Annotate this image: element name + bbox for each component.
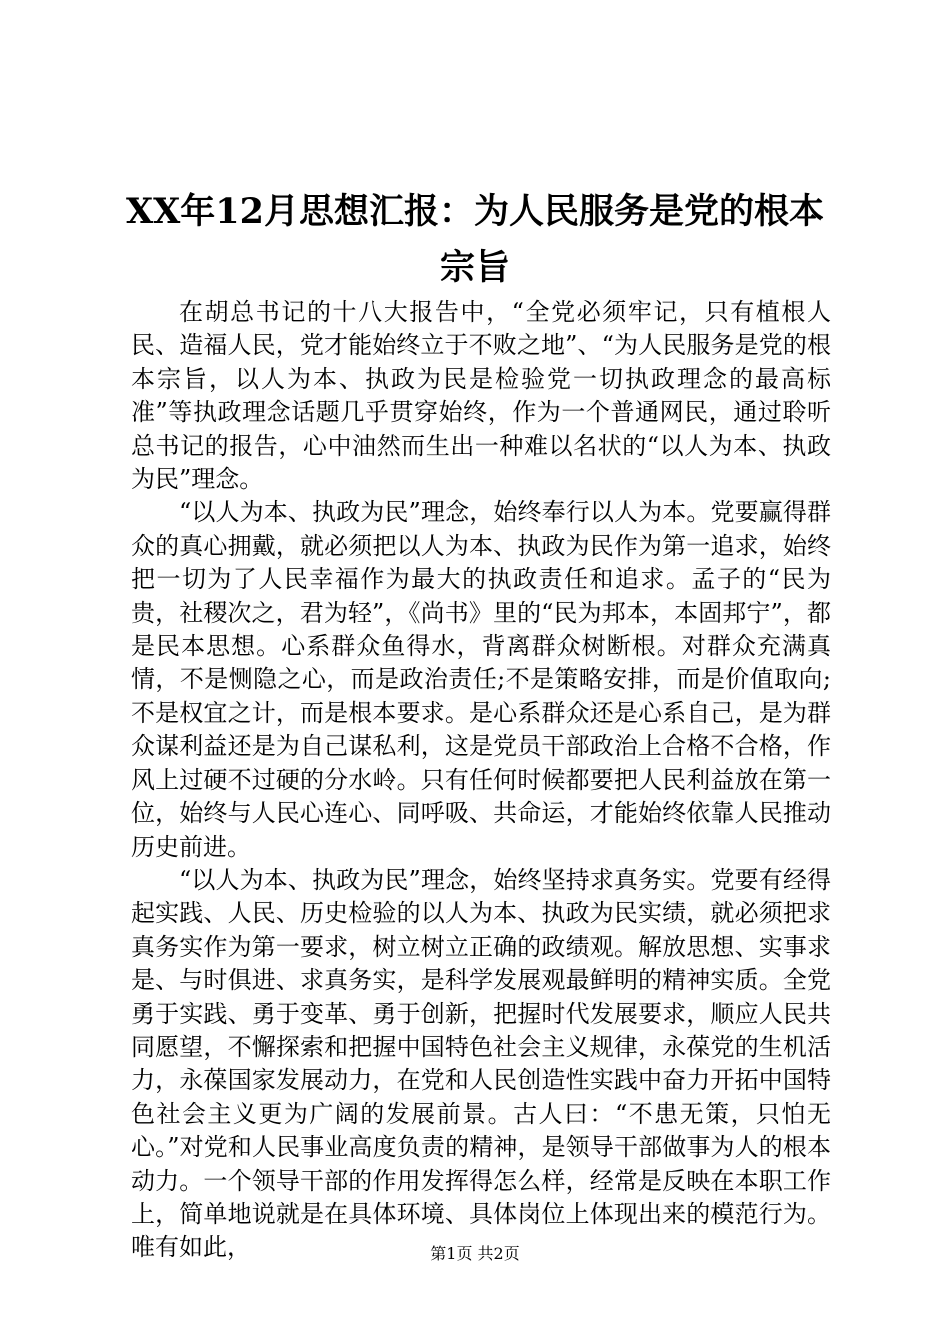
paragraph-1: 在胡总书记的十八大报告中，“全党必须牢记，只有植根人民、造福人民，党才能始终立于不败之地”、“为人民服务是党的根本宗旨，以人为本、执政为民是检验党一切执政理念的最高标准”等执政理念话题几乎贯穿始终，作为一个普通网民，通过聆听总书记的报告，心中油然而生出一种难以名状的“以人为本、执政为民”理念。	[131, 298, 831, 494]
paragraph-2: “以人为本、执政为民”理念，始终奉行以人为本。党要赢得群众的真心拥戴，就必须把以人为本、执政为民作为第一追求，始终把一切为了人民幸福作为最大的执政责任和追求。孟子的“民为贵，社稷次之，君为轻”，《尚书》里的“民为邦本，本固邦宁”，都是民本思想。心系群众鱼得水，背离群众树断根。对群众充满真情，不是恻隐之心，而是政治责任;不是策略安排，而是价值取向;不是权宜之计，而是根本要求。是心系群众还是心系自己，是为群众谋利益还是为自己谋私利，这是党员干部政治上合格不合格，作风上过硬不过硬的分水岭。只有任何时候都要把人民利益放在第一位，始终与人民心连心、同呼吸、共命运，才能始终依靠人民推动历史前进。	[131, 498, 831, 861]
paragraph-3: “以人为本、执政为民”理念，始终坚持求真务实。党要有经得起实践、人民、历史检验的以人为本、执政为民实绩，就必须把求真务实作为第一要求，树立树立正确的政绩观。解放思想、实事求是、与时俱进、求真务实，是科学发展观最鲜明的精神实质。全党勇于实践、勇于变革、勇于创新，把握时代发展要求，顺应人民共同愿望，不懈探索和把握中国特色社会主义规律，永葆党的生机活力，永葆国家发展动力，在党和人民创造性实践中奋力开拓中国特色社会主义更为广阔的发展前景。古人曰：“不患无策，只怕无心。”对党和人民事业高度负责的精神，是领导干部做事为人的根本动力。一个领导干部的作用发挥得怎么样，经常是反映在本职工作上，简单地说就是在具体环境、具体岗位上体现出来的模范行为。唯有如此，	[131, 865, 831, 1262]
document-body	[131, 296, 831, 1265]
document-title	[0, 184, 950, 296]
title-line-2: 宗旨	[439, 247, 510, 288]
title-line-1: XX年12月思想汇报：为人民服务是党的根本	[125, 191, 825, 232]
page-footer: 第1页 共2页	[430, 1244, 520, 1263]
